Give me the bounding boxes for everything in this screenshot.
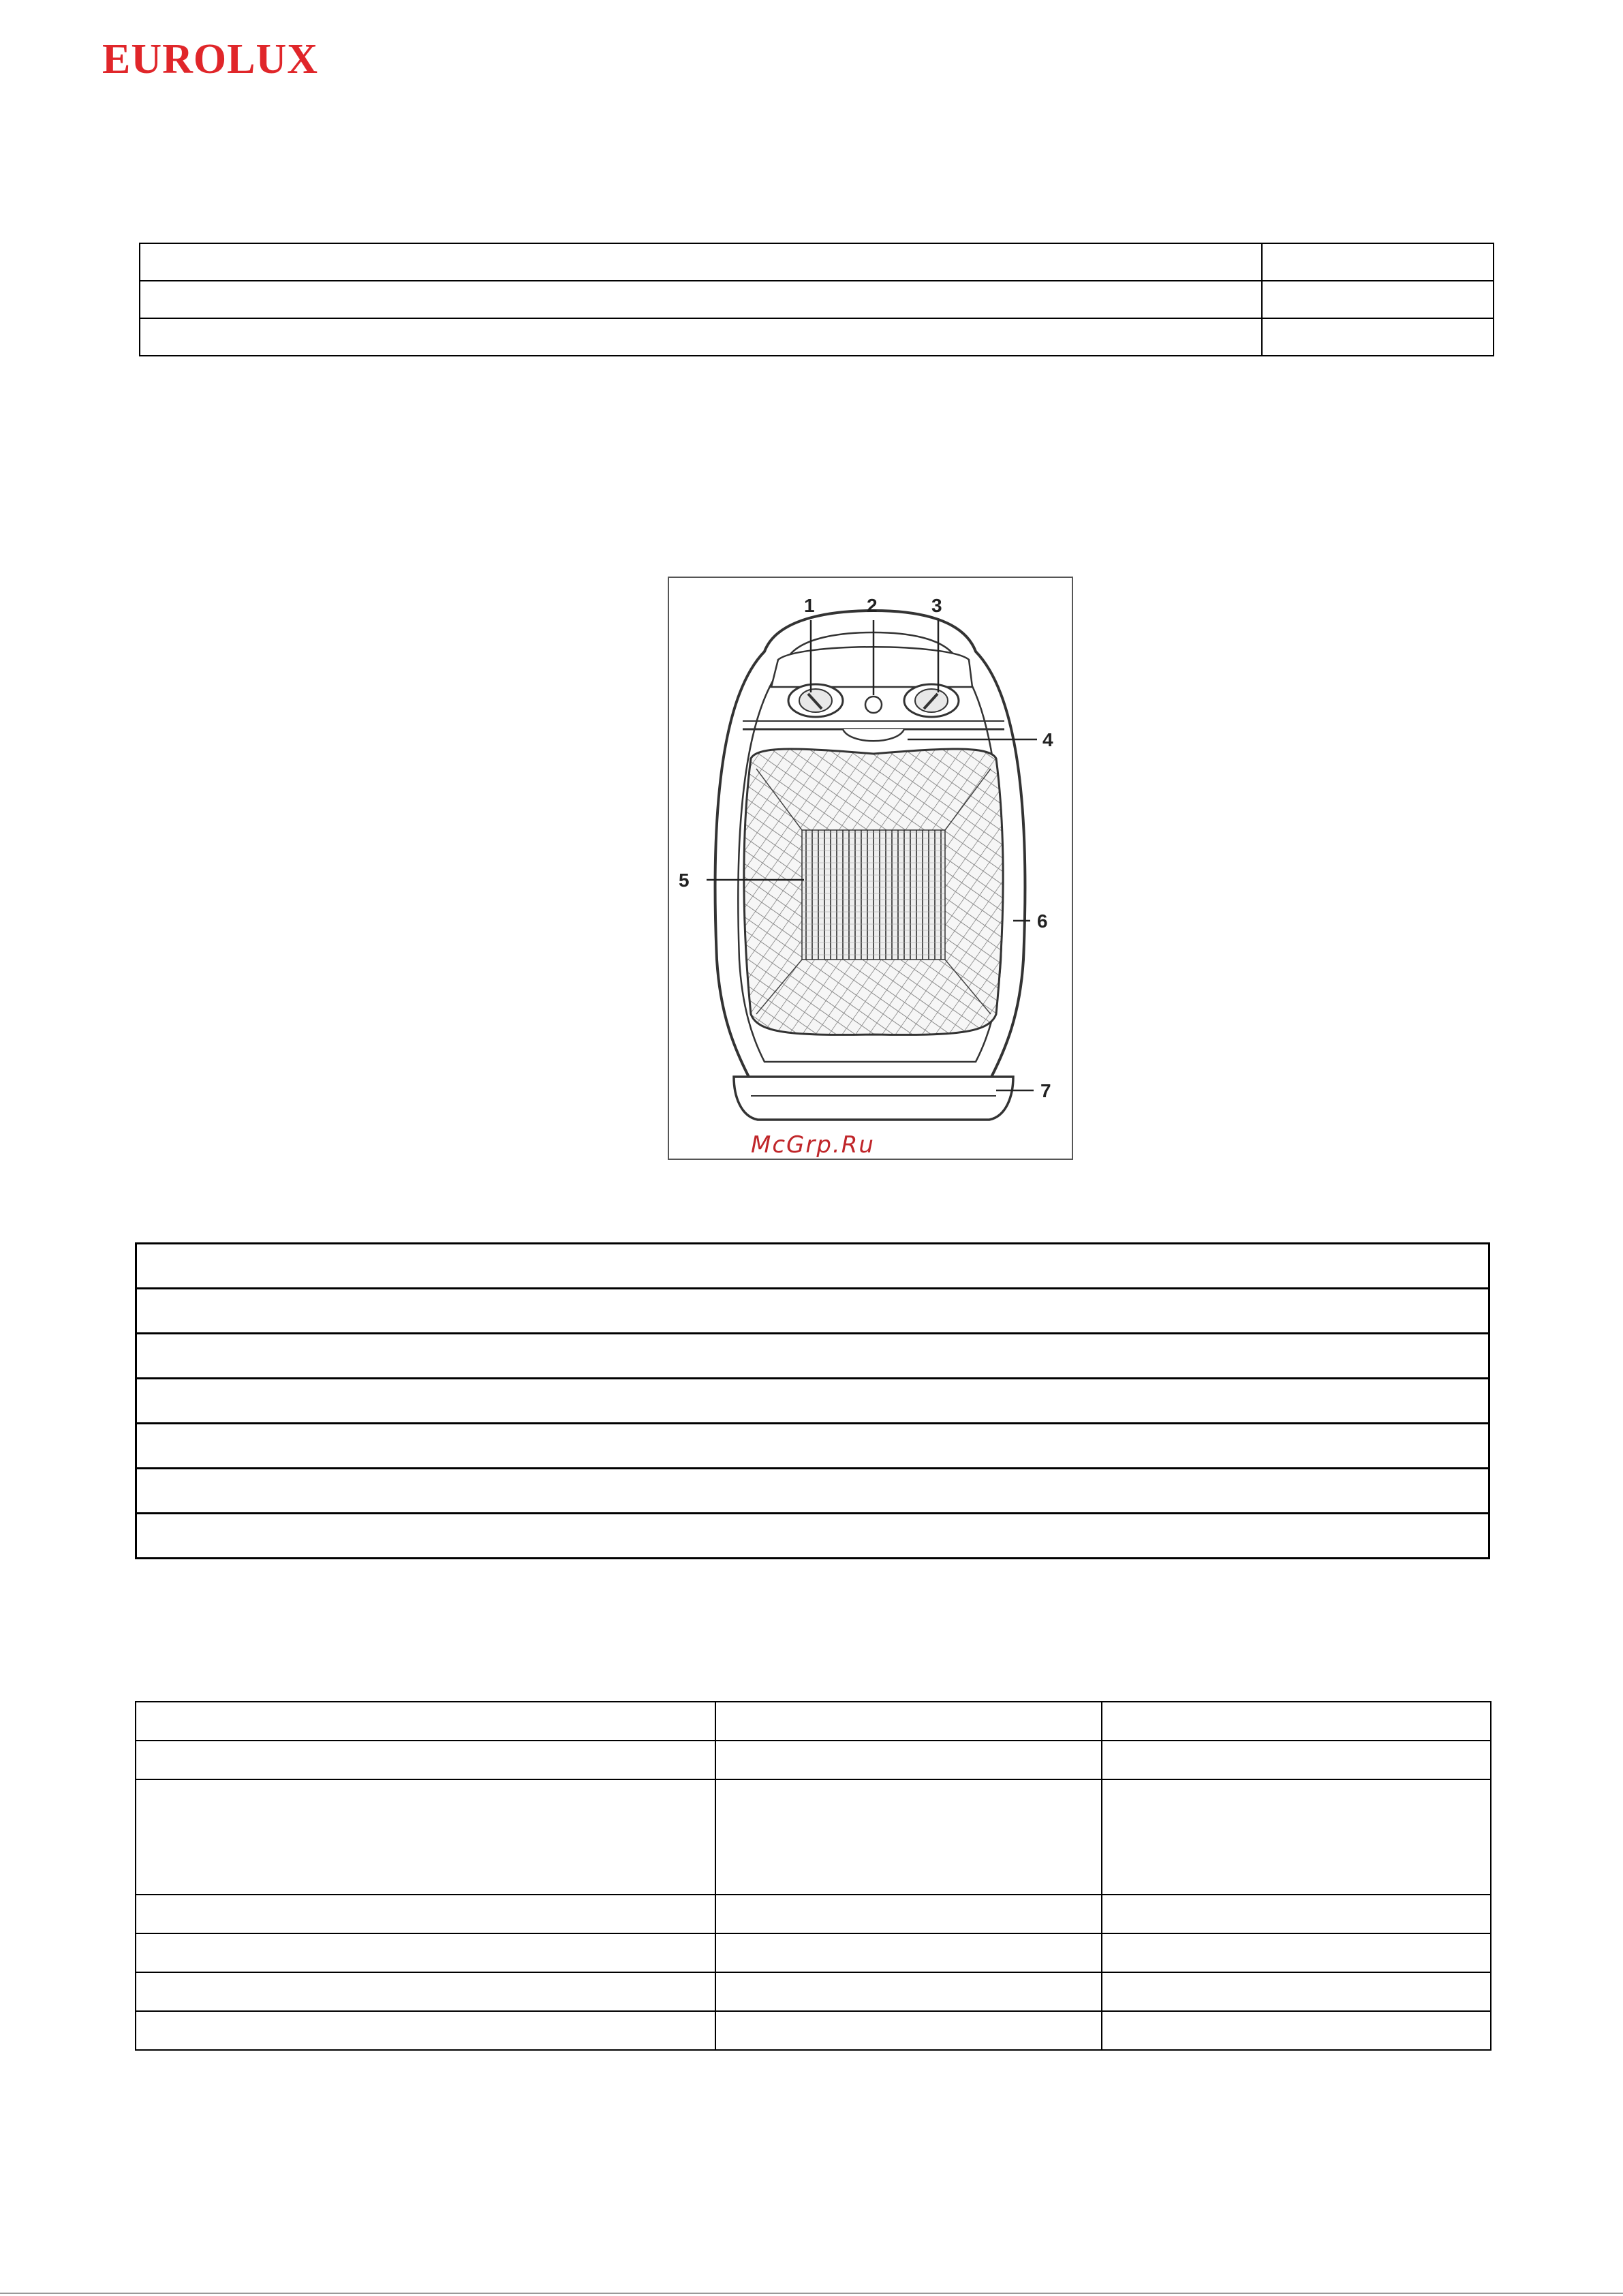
table-cell <box>140 243 1262 281</box>
callout-4: 4 <box>1042 729 1053 750</box>
table-row <box>136 1972 1491 2011</box>
callout-5: 5 <box>679 870 690 891</box>
table-row <box>136 1379 1489 1424</box>
table-cell <box>715 1895 1102 1933</box>
watermark: McGrp.Ru <box>751 1131 875 1159</box>
table-cell <box>136 2011 715 2050</box>
callout-1: 1 <box>804 595 815 616</box>
table-row <box>136 1933 1491 1972</box>
table-row <box>136 1424 1489 1469</box>
table-row <box>136 2011 1491 2050</box>
table-cell <box>715 1779 1102 1895</box>
table-cell <box>136 1895 715 1933</box>
table-row <box>136 1741 1491 1779</box>
table-row <box>140 318 1494 356</box>
table-cell <box>1102 1895 1491 1933</box>
table-cell <box>715 1702 1102 1741</box>
table-cell <box>715 1933 1102 1972</box>
table-cell <box>136 1469 1489 1514</box>
table-row <box>136 1334 1489 1379</box>
table-row <box>136 1514 1489 1559</box>
specs-table <box>135 1701 1491 2051</box>
table-cell <box>136 1972 715 2011</box>
table-cell <box>1262 281 1494 318</box>
table-cell <box>1102 2011 1491 2050</box>
table-cell <box>1102 1972 1491 2011</box>
table-row <box>136 1469 1489 1514</box>
table-cell <box>715 1741 1102 1779</box>
callout-6: 6 <box>1037 910 1048 932</box>
table-cell <box>136 1289 1489 1334</box>
table-row <box>136 1289 1489 1334</box>
table-cell <box>1102 1741 1491 1779</box>
table-row <box>136 1895 1491 1933</box>
table-row <box>136 1779 1491 1895</box>
table-cell <box>136 1424 1489 1469</box>
table-cell <box>1102 1933 1491 1972</box>
brand-logo: EUROLUX <box>102 36 319 82</box>
footer-rule <box>0 2293 1623 2294</box>
heater-illustration <box>669 578 1075 1161</box>
table-cell <box>140 281 1262 318</box>
table-cell <box>136 1334 1489 1379</box>
table-row <box>136 1244 1489 1289</box>
table-cell <box>715 2011 1102 2050</box>
table-cell <box>140 318 1262 356</box>
table-cell <box>136 1379 1489 1424</box>
table-row <box>136 1702 1491 1741</box>
table-cell <box>1102 1779 1491 1895</box>
heater-diagram <box>668 577 1073 1160</box>
table-row <box>140 243 1494 281</box>
callout-3: 3 <box>931 595 942 616</box>
parts-table <box>135 1242 1490 1559</box>
table-cell <box>136 1244 1489 1289</box>
model-table <box>139 243 1494 356</box>
table-cell <box>136 1779 715 1895</box>
table-cell <box>136 1514 1489 1559</box>
table-cell <box>136 1702 715 1741</box>
table-cell <box>715 1972 1102 2011</box>
table-cell <box>136 1741 715 1779</box>
table-row <box>140 281 1494 318</box>
table-cell <box>1262 243 1494 281</box>
callout-2: 2 <box>867 595 878 616</box>
table-cell <box>1102 1702 1491 1741</box>
callout-7: 7 <box>1040 1080 1051 1101</box>
table-cell <box>1262 318 1494 356</box>
table-cell <box>136 1933 715 1972</box>
